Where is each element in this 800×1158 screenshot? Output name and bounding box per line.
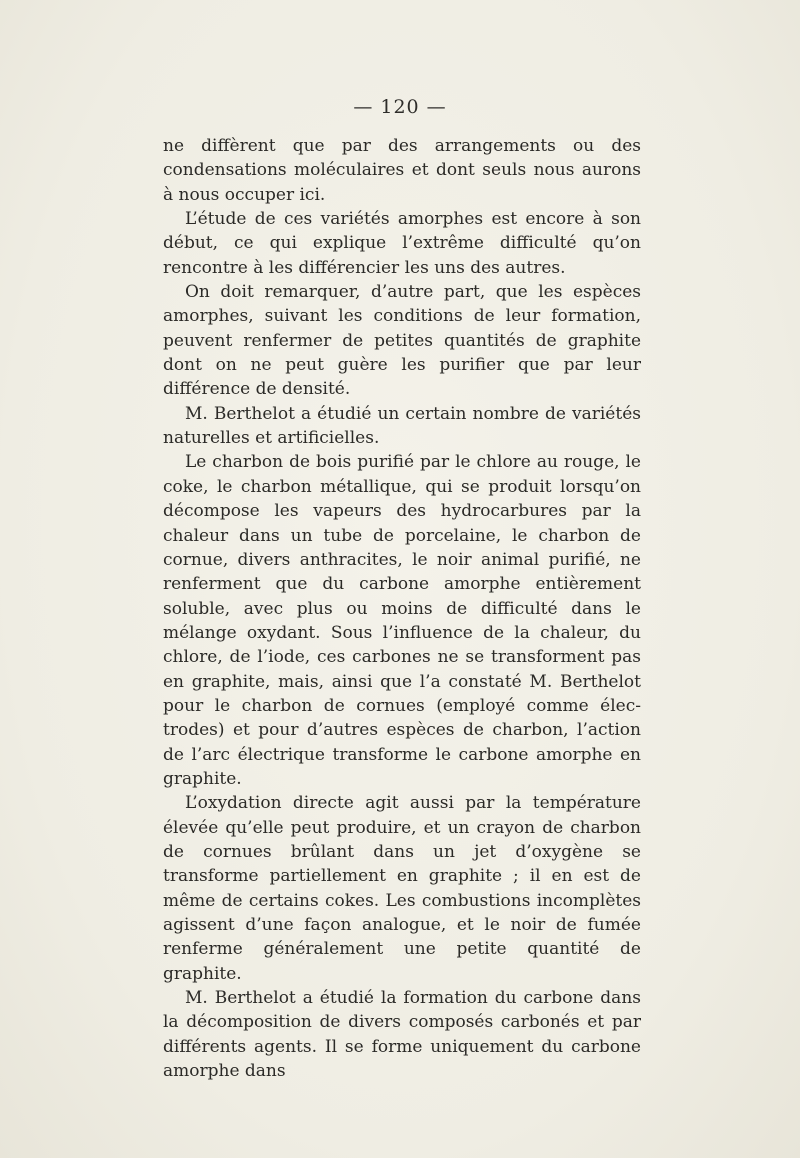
paragraph-3: On doit remarquer, d’autre part, que les espèces amorphes, suivant les conditions de leur formation, peuvent renfermer de petites quantités de graphite dont on ne peut guère les purifier que par leur différence de densité. bbox=[163, 282, 641, 400]
page-number: — 120 — bbox=[353, 96, 447, 118]
paragraph-6: L’oxydation directe agit aussi par la température élevée qu’elle peut produire, et un crayon de charbon de cornues brûlant dans un jet d’oxygène se transforme partiellement en graphite ; il en est de même de certains cokes. Les combustions incomplètes agissent d’une façon analogue, et le noir de fumée renferme généralement une petite quantité de graphite. bbox=[163, 793, 641, 984]
paragraph-5: Le charbon de bois purifié par le chlore au rouge, le coke, le charbon métallique, qui se produit lorsqu’on décompose les vapeurs des hydrocarbures par la chaleur dans un tube de porcelaine, le charbon de cornue, divers anthracites, le noir animal purifié, ne renferment que du carbone amorphe entièrement soluble, avec plus ou moins de difficulté dans le mélange oxydant. Sous l’influence de la chaleur, du chlore, de l’iode, ces carbones ne se transforment pas en graphite, mais, ainsi que l’a constaté M. Berthelot pour le charbon de cornues (employé comme électrodes) et pour d’autres espèces de charbon, l’action de l’arc électrique transforme le carbone amorphe en graphite. bbox=[163, 452, 641, 789]
paragraph-1: ne diffèrent que par des arrangements ou des condensations moléculaires et dont seuls nous aurons à nous occuper ici. bbox=[163, 136, 641, 205]
paragraph-4: M. Berthelot a étudié un certain nombre de variétés naturelles et artificielles. bbox=[163, 403, 641, 449]
paragraph-7: M. Berthelot a étudié la formation du carbone dans la décomposition de divers composés carbonés et par différents agents. Il se forme uniquement du carbone amorphe dans bbox=[163, 988, 641, 1082]
paragraph-2: L’étude de ces variétés amorphes est encore à son début, ce qui explique l’extrême difficulté qu’on rencontre à les différencier les uns des autres. bbox=[163, 209, 641, 278]
body-text bbox=[163, 134, 641, 1083]
